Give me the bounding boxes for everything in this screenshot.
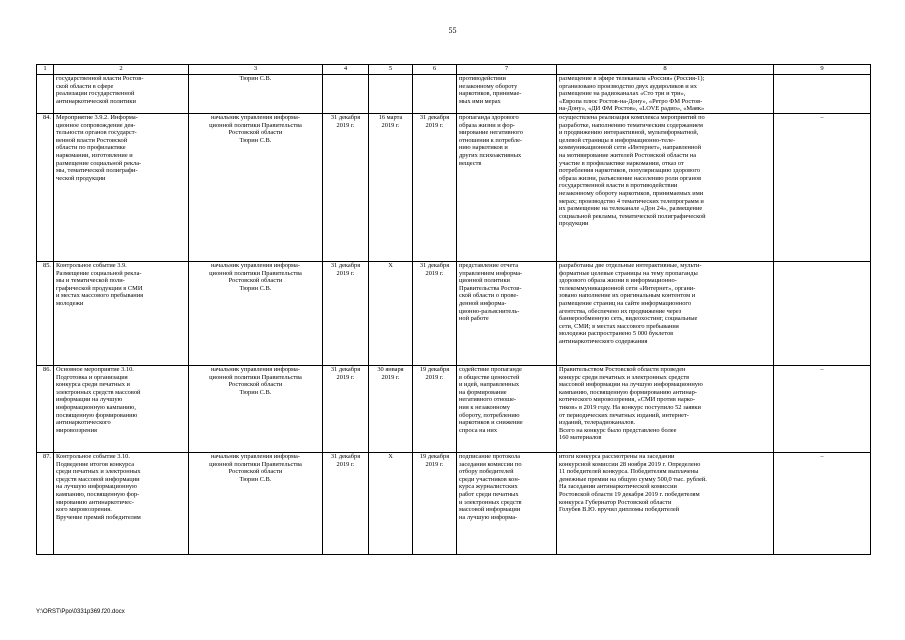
cell-text-line: Правительством Ростовской области проведен <box>559 365 686 373</box>
cell-text-line: 2019 г. <box>381 373 400 381</box>
cell-num <box>37 75 54 114</box>
cell-text-line: форматные целевые страницы на тему пропаганды <box>559 269 698 277</box>
cell-text-line: котического мировоззрения, «СМИ против нарко- <box>559 396 695 404</box>
cell-text-line: ской области в сфере <box>56 82 114 90</box>
cell-text-line: ной работе <box>459 315 489 323</box>
cell-text-line: венной власти Ростовской <box>56 136 128 144</box>
cell-text-line: и местах массового пребывания <box>56 292 144 300</box>
cell-col3 <box>189 261 323 365</box>
cell-text-line: наркотиков и снижение <box>459 419 523 427</box>
cell-col4 <box>323 365 369 452</box>
table-header-row <box>37 65 871 75</box>
cell-text-line: ской области о прове- <box>459 292 519 300</box>
cell-text-line: 16 марта <box>378 113 403 121</box>
cell-text-line: на лучшую информа- <box>459 513 518 521</box>
cell-col5 <box>369 365 413 452</box>
table-row <box>37 365 871 452</box>
cell-text-line: незаконному обороту <box>459 82 518 90</box>
cell-col5 <box>369 113 413 261</box>
cell-text-line: реализации государственной <box>56 90 135 98</box>
cell-text-line: денежные премии на общую сумму 500,0 тыс. рублей. <box>559 475 707 483</box>
column-header-5: 5 <box>369 65 413 75</box>
cell-text-line: Ростовской области <box>228 468 283 476</box>
cell-text-line: целевой страницы в информационно-теле- <box>559 136 676 144</box>
cell-text-line: 31 декабря <box>419 261 450 269</box>
cell-text-line: Тюрин С.В. <box>239 388 272 396</box>
cell-text-line: телекоммуникационной сети «Интернет», органи- <box>559 284 696 292</box>
column-header-6: 6 <box>413 65 457 75</box>
cell-text-line: мых ими мерах <box>459 97 501 105</box>
cell-text-line: 2019 г. <box>425 269 444 277</box>
cell-text-line: ческой продукции <box>56 174 106 182</box>
cell-text-line: пропаганда здорового <box>459 113 519 121</box>
cell-text-line: Тюрин С.В. <box>239 75 272 82</box>
cell-text-line: курса журналистских <box>459 483 518 491</box>
cell-col5 <box>369 261 413 365</box>
cell-text-line: разработаны две отдельные интерактивные, мульти- <box>559 261 702 269</box>
cell-text-line: 2019 г. <box>425 121 444 129</box>
cell-text-line: 2019 г. <box>425 373 444 381</box>
cell-text-line: размещение на радиоканалах «Сто три и три», <box>559 90 686 98</box>
cell-text-line: мы и тематической поли- <box>56 277 125 285</box>
cell-col4 <box>323 75 369 114</box>
cell-text-line: мерах; производство 4 тематических телепрограмм и <box>559 197 704 205</box>
cell-col6 <box>413 452 457 554</box>
cell-text-line: Всего на конкурс было представлено более <box>559 426 677 434</box>
cell-col9 <box>774 75 871 114</box>
cell-col3 <box>189 452 323 554</box>
cell-col2 <box>54 261 189 365</box>
cell-text-line: 2019 г. <box>425 460 444 468</box>
cell-text-line: начальник управления информа- <box>211 452 300 460</box>
cell-text-line: антинаркотического <box>56 419 111 427</box>
cell-text-line: работ среди печатных <box>459 490 519 498</box>
cell-text-line: ния к незаконному <box>459 403 510 411</box>
cell-col2 <box>54 113 189 261</box>
cell-text-line: 160 материалов <box>559 434 602 442</box>
column-header-9: 9 <box>774 65 871 75</box>
cell-text-line: противодействии <box>459 75 506 82</box>
cell-num: 85. <box>37 261 54 365</box>
cell-text-line: Размещение социальной рекла- <box>56 269 142 277</box>
cell-text-line: кампанию, посвященную формированию антинар- <box>559 388 697 396</box>
cell-col3 <box>189 365 323 452</box>
cell-text-line: антинаркотического содержания <box>559 337 648 345</box>
cell-text-line: 30 января <box>377 365 404 373</box>
cell-text-line: Тюрин С.В. <box>239 475 272 483</box>
cell-text-line: зовано наполнение их оригинальным контентом и <box>559 292 696 300</box>
cell-text-line: графической продукции в СМИ <box>56 284 143 292</box>
column-header-1: 1 <box>37 65 54 75</box>
cell-col9: – <box>774 452 871 554</box>
table-row <box>37 452 871 554</box>
cell-text-line: на лучшую информационную <box>56 483 137 491</box>
cell-col8 <box>557 452 774 554</box>
cell-text-line: отбору победителей <box>459 468 514 476</box>
cell-text-line: обороту, потреблению <box>459 411 520 419</box>
cell-text-line: конкурса среди печатных и <box>56 381 130 389</box>
cell-col2 <box>54 365 189 452</box>
cell-text-line: конкурсной комиссии 28 ноября 2019 г. Определено <box>559 460 701 468</box>
cell-text-line: На заседании антинаркотической комиссии <box>559 483 677 491</box>
cell-text-line: 31 декабря <box>330 452 361 460</box>
cell-text-line: продукции <box>559 220 589 228</box>
cell-text-line: нию наркотиков и <box>459 144 508 152</box>
table-row <box>37 261 871 365</box>
cell-text-line: массовой информации на лучшую информационную <box>559 381 703 389</box>
cell-col8 <box>557 261 774 365</box>
cell-col2 <box>54 75 189 114</box>
cell-col4 <box>323 113 369 261</box>
cell-text-line: 11 победителей конкурса. Победителям выплачены <box>559 468 699 476</box>
cell-text-line: 31 декабря <box>330 261 361 269</box>
cell-text-line: участие в профилактике наркомании, отказ от <box>559 159 684 167</box>
cell-text-line: ционной политики Правительства <box>209 121 302 129</box>
cell-text-line: баннерообменную сеть, видеохостинг, социальные <box>559 315 698 323</box>
cell-text-line: тиков» в 2019 году. На конкурс поступило 52 заявки <box>559 403 701 411</box>
column-header-7: 7 <box>457 65 557 75</box>
cell-text-line: Тюрин С.В. <box>239 284 272 292</box>
cell-text-line: мы, тематической полиграфи- <box>56 167 138 175</box>
cell-text-line: в обществе ценностей <box>459 373 520 381</box>
cell-num: 86. <box>37 365 54 452</box>
cell-text-line: потребления наркотиков, популяризацию здорового <box>559 167 701 175</box>
cell-text-line: Ростовской области <box>228 129 283 137</box>
cell-text-line: Подведение итогов конкурса <box>56 460 135 468</box>
cell-text-line: изданий, телерадиоканалов. <box>559 419 636 427</box>
cell-text-line: 31 декабря <box>419 113 450 121</box>
cell-text-line: ционное сопровождение дея- <box>56 121 136 129</box>
cell-col9: – <box>774 365 871 452</box>
cell-text-line: отношения к потребле- <box>459 136 523 144</box>
table-body <box>37 65 871 555</box>
cell-text-line: Вручение премий победителям <box>56 513 141 521</box>
cell-text-line: размещение страниц на сайте информационного <box>559 299 692 307</box>
cell-text-line: Правительства Ростов- <box>459 284 522 292</box>
cell-col4 <box>323 261 369 365</box>
cell-text-line: и продвижению интерактивной, мультиформатной, <box>559 129 699 137</box>
column-header-8: 8 <box>557 65 774 75</box>
cell-text-line: посвященную формированию <box>56 411 138 419</box>
cell-text-line: образа жизни, разъяснение населению роли органов <box>559 174 702 182</box>
cell-text-line: области по профилактике <box>56 144 126 152</box>
cell-text-line: агентства, обеспечено их продвижение через <box>559 307 682 315</box>
cell-col6 <box>413 365 457 452</box>
cell-text-line: средств массовой информации <box>56 475 140 483</box>
cell-text-line: Мероприятие 3.9.2. Информа- <box>56 113 138 121</box>
cell-text-line: представление отчета <box>459 261 519 269</box>
cell-text-line: Ростовской области <box>228 277 283 285</box>
cell-text-line: 2019 г. <box>336 121 355 129</box>
cell-text-line: других психоактивных <box>459 151 522 159</box>
cell-col9: – <box>774 113 871 261</box>
cell-text-line: Контрольное событие 3.9. <box>56 261 127 269</box>
cell-text-line: от периодических печатных изданий, интернет- <box>559 411 689 419</box>
cell-text-line: среди участников кон- <box>459 475 520 483</box>
cell-num: 84. <box>37 113 54 261</box>
cell-col7 <box>457 261 557 365</box>
cell-text-line: конкурса Губернатор Ростовской области <box>559 498 672 506</box>
cell-text-line: наркотиков, принимае- <box>459 90 522 98</box>
cell-text-line: начальник управления информа- <box>211 365 300 373</box>
cell-text-line: ционной политики Правительства <box>209 460 302 468</box>
cell-text-line: Ростовской области <box>228 381 283 389</box>
cell-text-line: денной информа- <box>459 299 507 307</box>
cell-col8 <box>557 365 774 452</box>
cell-text-line: Ростовской области 19 декабря 2019 г. победителям <box>559 490 700 498</box>
cell-col7 <box>457 365 557 452</box>
cell-text-line: молодежи <box>56 299 84 307</box>
cell-text-line: 19 декабря <box>419 452 450 460</box>
cell-text-line: ционной политики Правительства <box>209 269 302 277</box>
cell-col9 <box>774 261 871 365</box>
column-header-3: 3 <box>189 65 323 75</box>
cell-text-line: «Европа плюс Ростов-на-Дону», «Ретро ФМ Ростов- <box>559 97 703 105</box>
cell-text-line: размещение в эфире телеканала «Россия» (Россия-1); <box>559 75 705 82</box>
cell-text-line: конкурс среди печатных и электронных средств <box>559 373 690 381</box>
cell-text-line: мирование негативного <box>459 129 523 137</box>
cell-text-line: информационную кампанию, <box>56 403 136 411</box>
cell-text-line: социальной рекламы, тематической полиграфической <box>559 212 706 220</box>
cell-text-line: ционно-разъяснитель- <box>459 307 520 315</box>
cell-col6 <box>413 113 457 261</box>
cell-num: 87. <box>37 452 54 554</box>
cell-text-line: подписание протокола <box>459 452 521 460</box>
cell-text-line: массовой информации <box>459 506 521 514</box>
cell-text-line: 2019 г. <box>336 269 355 277</box>
cell-text-line: мировоззрения <box>56 426 97 434</box>
cell-text-line: негативного отноше- <box>459 396 517 404</box>
cell-col8 <box>557 75 774 114</box>
cell-col7 <box>457 113 557 261</box>
cell-text-line: молодежи распространено 5 000 буклетов <box>559 330 674 338</box>
cell-text-line: осуществлена реализация комплекса мероприятий по <box>559 113 705 121</box>
cell-col7 <box>457 452 557 554</box>
column-header-2: 2 <box>54 65 189 75</box>
cell-text-line: Тюрин С.В. <box>239 136 272 144</box>
cell-text-line: сети, СМИ; в местах массового пребывания <box>559 322 679 330</box>
cell-text-line: итоги конкурса рассмотрены на заседании <box>559 452 675 460</box>
cell-text-line: 2019 г. <box>381 121 400 129</box>
cell-col2 <box>54 452 189 554</box>
cell-text-line: кампанию, посвященную фор- <box>56 490 140 498</box>
cell-text-line: Голубев В.Ю. вручил дипломы победителей <box>559 506 680 514</box>
cell-text-line: 31 декабря <box>330 365 361 373</box>
cell-text-line: незаконному обороту наркотиков, принимаемых ими <box>559 189 704 197</box>
cell-col5 <box>369 75 413 114</box>
cell-text-line: среди печатных и электронных <box>56 468 141 476</box>
cell-text-line: спроса на них <box>459 426 498 434</box>
cell-text-line: их размещение на телеканале «Дон 24», размещение <box>559 205 703 213</box>
cell-text-line: наркомании, изготовление и <box>56 151 133 159</box>
cell-col3 <box>189 75 323 114</box>
cell-text-line: управлением информа- <box>459 269 523 277</box>
cell-text-line: образа жизни и фор- <box>459 121 515 129</box>
cell-col4 <box>323 452 369 554</box>
cell-text-line: Х <box>388 261 393 269</box>
cell-text-line: коммуникационной сети «Интернет», направленной <box>559 144 702 152</box>
cell-col6 <box>413 261 457 365</box>
cell-text-line: и электронных средств <box>459 498 522 506</box>
cell-text-line: электронных средств массовой <box>56 388 141 396</box>
cell-text-line: 19 декабря <box>419 365 450 373</box>
cell-text-line: разработке, наполнению тематическим содержанием <box>559 121 703 129</box>
cell-text-line: государственной власти в противодействии <box>559 182 678 190</box>
cell-col6 <box>413 75 457 114</box>
cell-text-line: на-Дону», «ДИ ФМ Ростов», «LOVE радио», «Маяк» <box>559 105 705 113</box>
cell-text-line: государственной власти Ростов- <box>56 75 144 82</box>
cell-col3 <box>189 113 323 261</box>
cell-text-line: Контрольное событие 3.10. <box>56 452 130 460</box>
table-row <box>37 113 871 261</box>
cell-text-line: организовано производство двух аудироликов и их <box>559 82 697 90</box>
cell-text-line: начальник управления информа- <box>211 261 300 269</box>
cell-text-line: антинаркотической политики <box>56 97 136 105</box>
cell-text-line: 31 декабря <box>330 113 361 121</box>
cell-text-line: Подготовка и организация <box>56 373 128 381</box>
page-number: 55 <box>448 26 457 35</box>
file-path-footer: Y:\ORST\Ppo\0331p369.f20.docx <box>36 609 125 615</box>
cell-text-line: 2019 г. <box>336 373 355 381</box>
cell-col7 <box>457 75 557 114</box>
cell-text-line: начальник управления информа- <box>211 113 300 121</box>
cell-text-line: и идей, направленных <box>459 381 520 389</box>
column-header-4: 4 <box>323 65 369 75</box>
table-row <box>37 75 871 114</box>
cell-text-line: содействие пропаганде <box>459 365 522 373</box>
cell-text-line: ционной политики <box>459 277 510 285</box>
cell-text-line: размещение социальной рекла- <box>56 159 142 167</box>
cell-col8 <box>557 113 774 261</box>
cell-text-line: здорового образа жизни в информационно- <box>559 277 677 285</box>
cell-text-line: заседания комиссии по <box>459 460 522 468</box>
cell-col5 <box>369 452 413 554</box>
cell-text-line: кого мировоззрения. <box>56 506 112 514</box>
cell-text-line: веществ <box>459 159 482 167</box>
report-table <box>36 64 871 555</box>
cell-text-line: информации на лучшую <box>56 396 123 404</box>
cell-text-line: тельности органов государст- <box>56 129 137 137</box>
cell-text-line: на мотивирование жителей Ростовской области на <box>559 151 697 159</box>
cell-text-line: 2019 г. <box>336 460 355 468</box>
cell-text-line: мированию антинаркотичес- <box>56 498 135 506</box>
cell-text-line: на формирование <box>459 388 507 396</box>
cell-text-line: Х <box>388 452 393 460</box>
cell-text-line: Основное мероприятие 3.10. <box>56 365 134 373</box>
cell-text-line: ционной политики Правительства <box>209 373 302 381</box>
